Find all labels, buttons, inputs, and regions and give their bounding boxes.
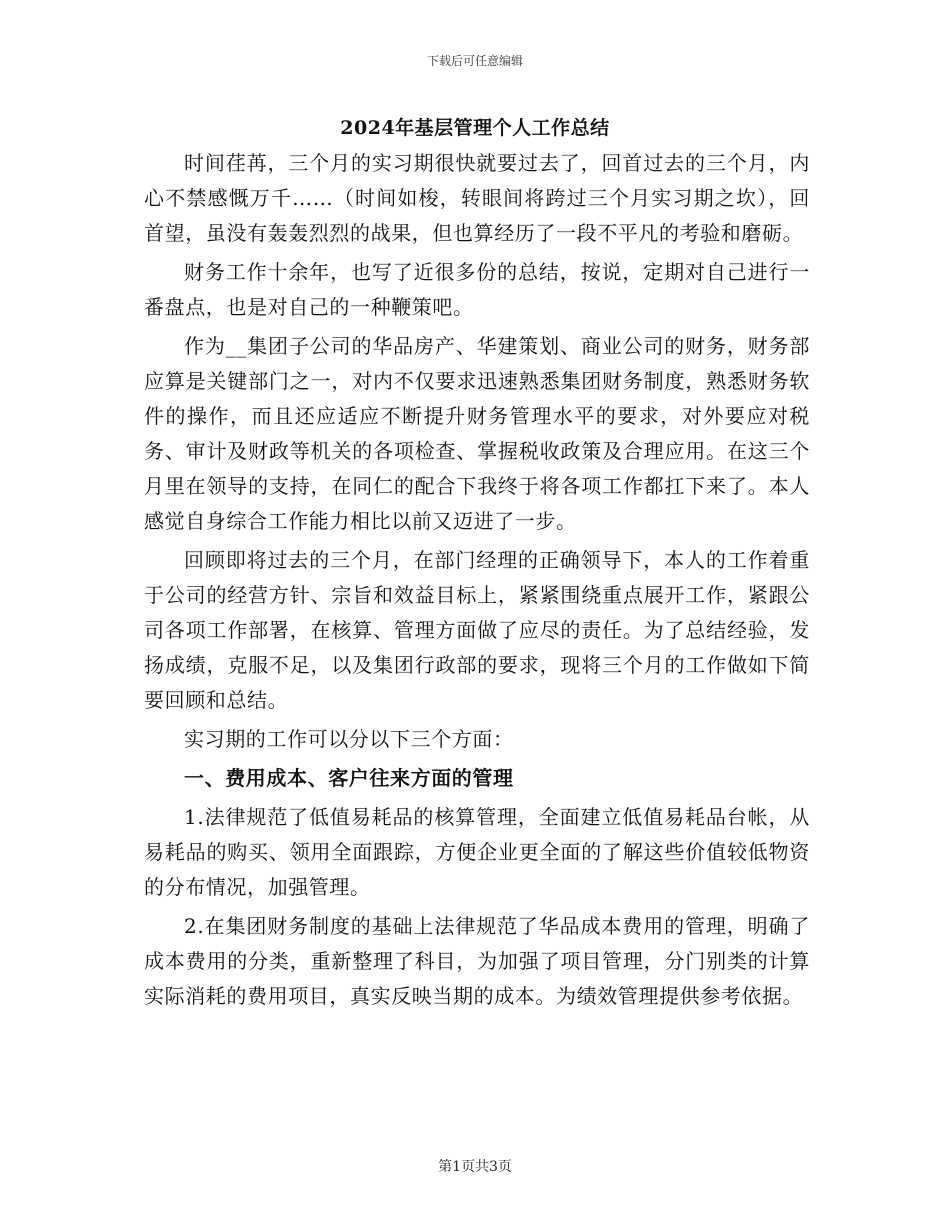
paragraph-aspects: 实习期的工作可以分以下三个方面： (184, 727, 514, 751)
paragraph-review: 回顾即将过去的三个月，在部门经理的正确领导下，本人的工作着重于公司的经营方针、宗旨和效益目标上，紧紧围绕重点展开工作，紧跟公司各项工作部署，在核算、管理方面做了应尽的责任。为了总结经验，发扬成绩，克服不足，以及集团行政部的要求，现将三个月的工作做如下简要回顾和总结。 (144, 548, 810, 712)
paragraph-item-1: 1.法律规范了低值易耗品的核算管理，全面建立低值易耗品台帐，从易耗品的购买、领用全面跟踪，方便企业更全面的了解这些价值较低物资的分布情况，加强管理。 (144, 805, 810, 899)
paragraph-item-2: 2.在集团财务制度的基础上法律规范了华品成本费用的管理，明确了成本费用的分类，重新整理了科目，为加强了项目管理，分门别类的计算实际消耗的费用项目，真实反映当期的成本。为绩效管理提供参考依据。 (144, 914, 810, 1008)
page-number: 第1页共3页 (438, 1159, 512, 1175)
paragraph-intro: 时间荏苒，三个月的实习期很快就要过去了，回首过去的三个月，内心不禁感慨万千……（时间如梭，转眼间将跨过三个月实习期之坎），回首望，虽没有轰轰烈烈的战果，但也算经历了一段不平凡的考验和磨砺。 (144, 151, 810, 245)
page-header-note: 下载后可任意编辑 (426, 54, 523, 68)
document-body (144, 146, 810, 1018)
paragraph-experience: 财务工作十余年，也写了近很多份的总结，按说，定期对自己进行一番盘点，也是对自己的一种鞭策吧。 (144, 260, 810, 319)
section-heading-cost-management: 一、费用成本、客户往来方面的管理 (184, 766, 514, 790)
document-title: 2024年基层管理个人工作总结 (340, 117, 610, 139)
paragraph-role: 作为__集团子公司的华品房产、华建策划、商业公司的财务，财务部应算是关键部门之一，对内不仅要求迅速熟悉集团财务制度，熟悉财务软件的操作，而且还应适应不断提升财务管理水平的要求，对外要应对税务、审计及财政等机关的各项检查、掌握税收政策及合理应用。在这三个月里在领导的支持，在同仁的配合下我终于将各项工作都扛下来了。本人感觉自身综合工作能力相比以前又迈进了一步。 (144, 334, 810, 533)
